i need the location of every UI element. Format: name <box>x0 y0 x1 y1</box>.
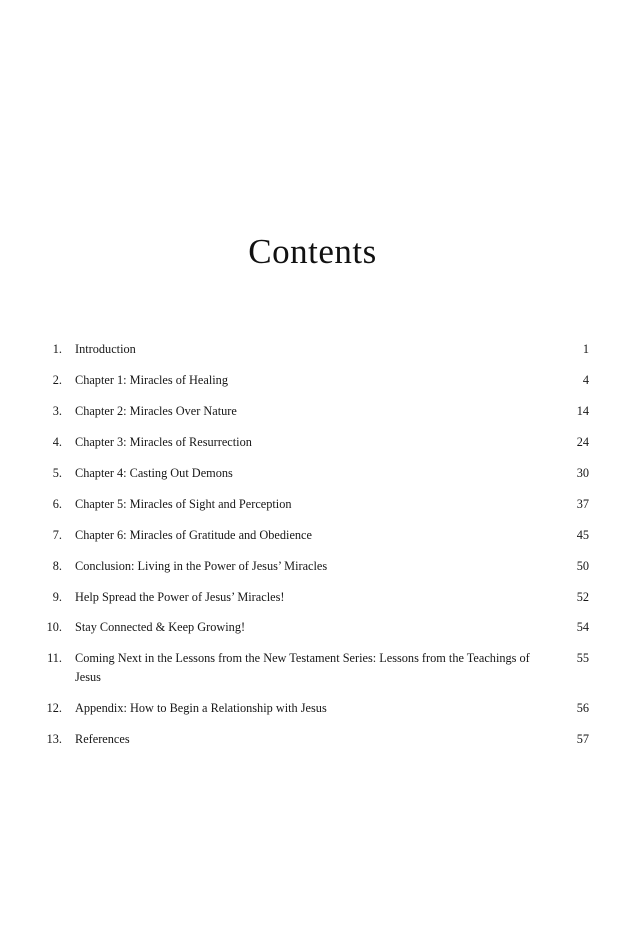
toc-entry[interactable] <box>36 433 589 451</box>
toc-entry-label: Introduction <box>75 342 136 356</box>
toc-entry[interactable] <box>36 340 589 358</box>
toc-entry-number: 8. <box>52 558 62 573</box>
toc-entry-number: 7. <box>52 527 62 542</box>
toc-entry-number: 2. <box>52 372 62 387</box>
table-of-contents <box>34 340 591 748</box>
toc-entry-number: 1. <box>52 342 62 356</box>
toc-entry[interactable] <box>36 495 589 513</box>
toc-entry[interactable] <box>36 402 589 420</box>
toc-entry-page: 37 <box>576 496 589 511</box>
toc-entry-page: 56 <box>576 700 589 715</box>
toc-entry-page: 50 <box>576 558 589 573</box>
toc-entry-number: 4. <box>52 434 62 449</box>
toc-entry-label: Stay Connected & Keep Growing! <box>75 620 246 635</box>
toc-entry-page: 30 <box>576 465 589 480</box>
toc-entry-number: 3. <box>52 403 62 418</box>
toc-entry[interactable] <box>36 699 589 717</box>
toc-entry-label: Chapter 1: Miracles of Healing <box>75 372 228 387</box>
toc-entry-number: 12. <box>46 700 62 715</box>
toc-entry-number: 6. <box>52 496 62 511</box>
toc-entry[interactable] <box>36 557 589 575</box>
toc-entry[interactable] <box>36 618 589 636</box>
toc-entry[interactable] <box>36 526 589 544</box>
toc-entry-page: 4 <box>582 372 589 387</box>
toc-entry-page: 1 <box>582 342 589 356</box>
toc-entry[interactable] <box>36 588 589 606</box>
toc-entry-number: 5. <box>52 465 62 480</box>
toc-entry[interactable] <box>36 730 589 748</box>
toc-entry-page: 57 <box>576 731 589 746</box>
toc-entry-page: 54 <box>576 620 589 635</box>
toc-entry-label: Chapter 6: Miracles of Gratitude and Obedience <box>75 527 312 542</box>
toc-entry[interactable] <box>36 464 589 482</box>
toc-entry-number: 13. <box>46 731 62 746</box>
toc-entry-number: 10. <box>46 620 62 635</box>
page-title: Contents <box>248 232 377 271</box>
toc-entry-page: 45 <box>576 527 589 542</box>
toc-entry-label: Chapter 3: Miracles of Resurrection <box>75 434 252 449</box>
toc-entry-label: Help Spread the Power of Jesus’ Miracles! <box>75 589 285 604</box>
toc-entry-number: 9. <box>52 589 62 604</box>
toc-entry[interactable] <box>36 649 589 686</box>
toc-entry-label: Conclusion: Living in the Power of Jesus’ Miracles <box>75 558 328 573</box>
toc-entry[interactable] <box>36 371 589 389</box>
toc-entry-page: 24 <box>576 434 589 449</box>
toc-entry-page: 55 <box>576 651 589 666</box>
toc-entry-number: 11. <box>47 651 62 666</box>
toc-entry-page: 14 <box>576 403 589 418</box>
toc-entry-label: Chapter 4: Casting Out Demons <box>75 465 233 480</box>
toc-entry-label: Chapter 5: Miracles of Sight and Perception <box>75 496 292 511</box>
toc-entry-page: 52 <box>576 589 589 604</box>
toc-entry-label: References <box>75 731 130 746</box>
toc-entry-label: Coming Next in the Lessons from the New Testament Series: Lessons from the Teachings of Jesus <box>75 651 530 684</box>
toc-entry-label: Chapter 2: Miracles Over Nature <box>75 403 237 418</box>
toc-entry-label: Appendix: How to Begin a Relationship with Jesus <box>75 700 327 715</box>
